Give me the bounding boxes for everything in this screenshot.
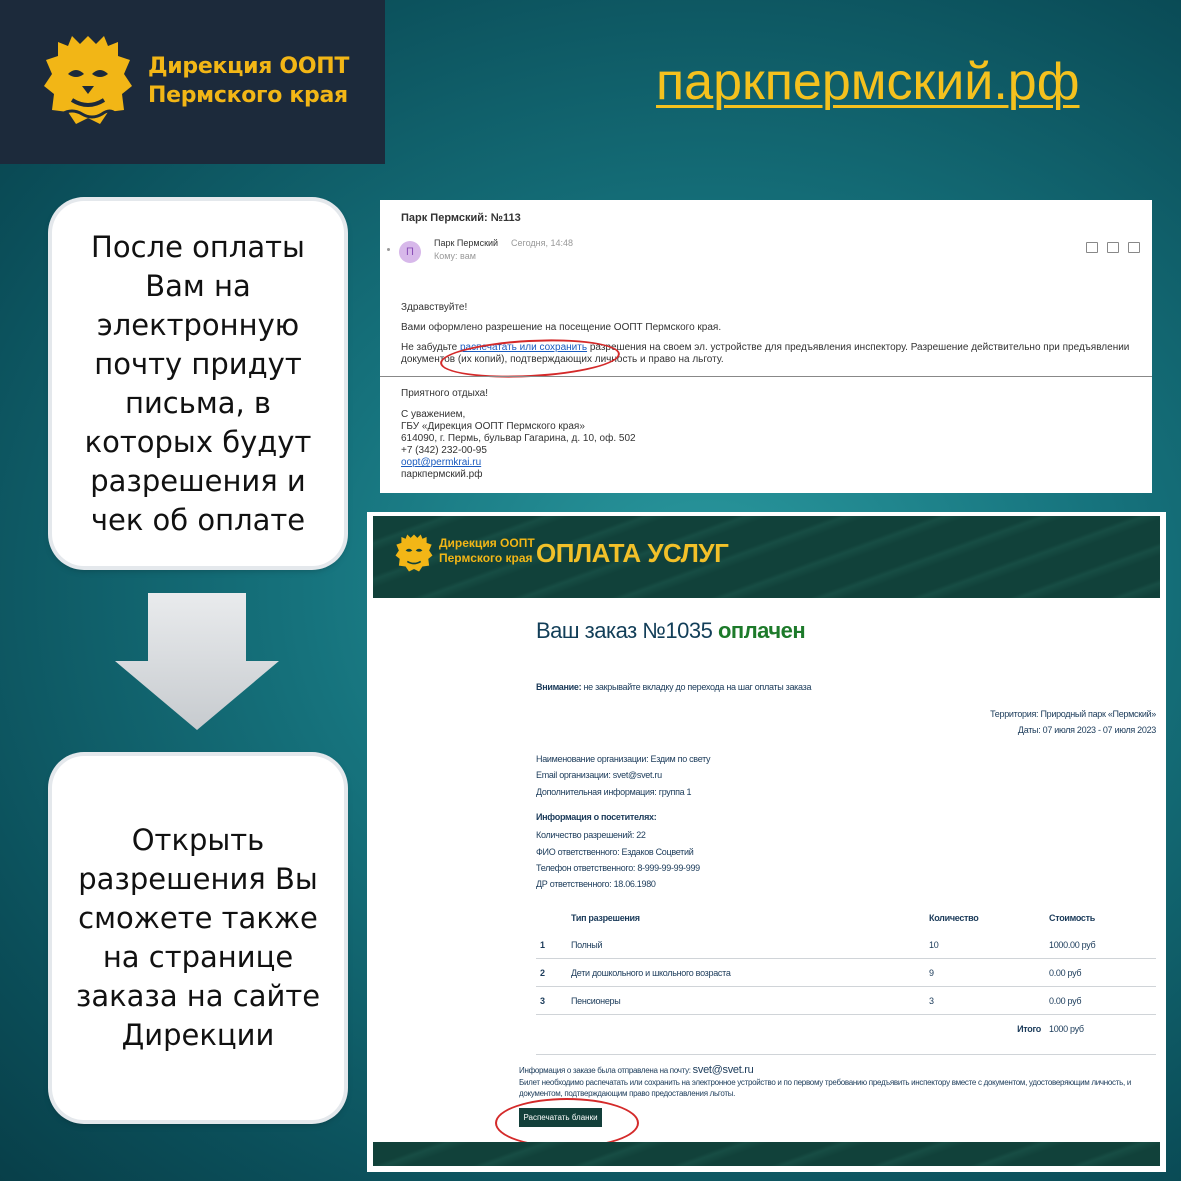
order-status: оплачен [717,618,806,643]
permits-table [536,905,1156,1042]
banner-logo-line-2: Пермского края [439,551,533,565]
email-subject: Парк Пермский: №113 [401,212,521,224]
row-cost: 0.00 руб [1049,959,1156,987]
step-1-bubble [52,201,344,566]
email-address: 614090, г. Пермь, бульвар Гагарина, д. 10, оф. 502 [401,433,636,444]
email-mail-link[interactable]: oopt@permkrai.ru [401,457,482,468]
responsible-phone: Телефон ответственного: 8-999-99-99-999 [536,863,700,873]
dates: Даты: 07 июля 2023 - 07 июля 2023 [1017,725,1156,735]
order-banner [373,516,1160,598]
step-2-bubble [52,756,344,1120]
logo-text [148,52,349,110]
row-qty: 10 [929,931,1049,959]
table-divider [536,1054,1156,1055]
row-number: 1 [536,931,571,959]
sender-avatar: П [399,241,421,263]
column-header: Количество [929,913,979,923]
responsible-birth: ДР ответственного: 18.06.1980 [536,879,656,889]
site-link[interactable]: паркпермский.рф [656,53,1080,111]
email-line-2-post: разрешения на своем эл. устройстве для предъявления инспектору. Разрешение действительно при предъявлении документов (их копий), подтверждающих личность и право на льготу. [401,342,1130,365]
unread-dot-icon [387,248,390,251]
row-cost: 1000.00 руб [1049,931,1156,959]
email-line-1: Вами оформлено разрешение на посещение ООПТ Пермского края. [401,322,722,333]
email-time: Сегодня, 14:48 [511,238,574,248]
row-qty: 9 [929,959,1049,987]
table-row [536,959,1156,987]
email-recipient: Кому: вам [434,251,476,261]
tiger-mask-logo-icon [38,30,138,130]
print-forms-button[interactable]: Распечатать бланки [519,1108,602,1127]
order-footer [373,1142,1160,1166]
arrow-down-icon [115,593,279,730]
email-org: ГБУ «Дирекция ООПТ Пермского края» [401,421,585,432]
table-row [536,931,1156,959]
responsible-name: ФИО ответственного: Ездаков Соцветий [536,847,694,857]
bookmark-icon[interactable] [1086,242,1098,253]
order-title [536,618,805,644]
email-phone: +7 (342) 232-00-95 [401,445,487,456]
archive-icon[interactable] [1128,242,1140,253]
row-number: 3 [536,987,571,1015]
logo-line-1: Дирекция ООПТ [148,54,350,79]
row-type: Полный [571,931,929,959]
order-page-screenshot [367,512,1166,1172]
ticket-notice: Билет необходимо распечатать или сохранить на электронное устройство и по первому требованию предъявить инспектору вместе с документом, удостоверяющим личность, и документом, подтверждающим право предоставления льготы. [519,1078,1132,1098]
email-divider [380,376,1152,377]
column-header: Стоимость [1049,913,1095,923]
email-site: паркпермский.рф [401,469,483,480]
total-value: 1000 руб [1049,1023,1084,1034]
row-number: 2 [536,959,571,987]
row-cost: 0.00 руб [1049,987,1156,1015]
banner-logo-text [439,536,535,566]
row-qty: 3 [929,987,1049,1015]
step-1-text: После оплаты Вам на электронную почту придут письма, в которых будут разрешения и чек об оплате [84,229,312,537]
banner-logo-icon [393,526,435,580]
attention-note [536,682,811,692]
visitors-header: Информация о посетителях: [536,812,657,822]
table-row [536,987,1156,1015]
email-regards: С уважением, [401,409,466,420]
row-type: Пенсионеры [571,987,929,1015]
table-header-row [536,905,1156,931]
email-toolbar [1086,242,1140,253]
extra-info: Дополнительная информация: группа 1 [536,787,692,797]
forward-icon[interactable] [1107,242,1119,253]
step-2-text: Открыть разрешения Вы сможете также на странице заказа на сайте Дирекции [75,823,321,1052]
order-number: Ваш заказ №1035 [536,618,713,643]
email-greeting: Здравствуйте! [401,302,468,313]
banner-logo-line-1: Дирекция ООПТ [439,536,535,550]
row-type: Дети дошкольного и школьного возраста [571,959,929,987]
banner-title: ОПЛАТА УСЛУГ [536,538,729,568]
column-header: Тип разрешения [571,913,640,923]
email-sender: Парк Пермский [434,238,499,248]
total-label: Итого [1017,1023,1041,1034]
org-name: Наименование организации: Ездим по свету [536,754,711,764]
logo-line-2: Пермского края [148,83,348,108]
attention-text: не закрывайте вкладку до перехода на шаг оплаты заказа [583,682,812,692]
email-screenshot [380,200,1152,493]
logo-panel [0,0,385,164]
email-signature [401,388,636,481]
print-or-save-link[interactable]: распечатать или сохранить [459,342,588,353]
highlight-oval [495,1098,639,1148]
email-wish: Приятного отдыха! [401,388,489,399]
sent-info [519,1064,753,1076]
sent-email: svet@svet.ru [692,1064,754,1076]
attention-label: Внимание: [536,682,582,692]
permits-count: Количество разрешений: 22 [536,830,646,840]
table-total-row [536,1015,1156,1043]
territory: Территория: Природный парк «Пермский» [990,709,1156,719]
email-line-2-pre: Не забудьте [401,342,460,353]
org-email: Email организации: svet@svet.ru [536,770,662,780]
sent-label: Информация о заказе была отправлена на почту: [519,1066,691,1075]
